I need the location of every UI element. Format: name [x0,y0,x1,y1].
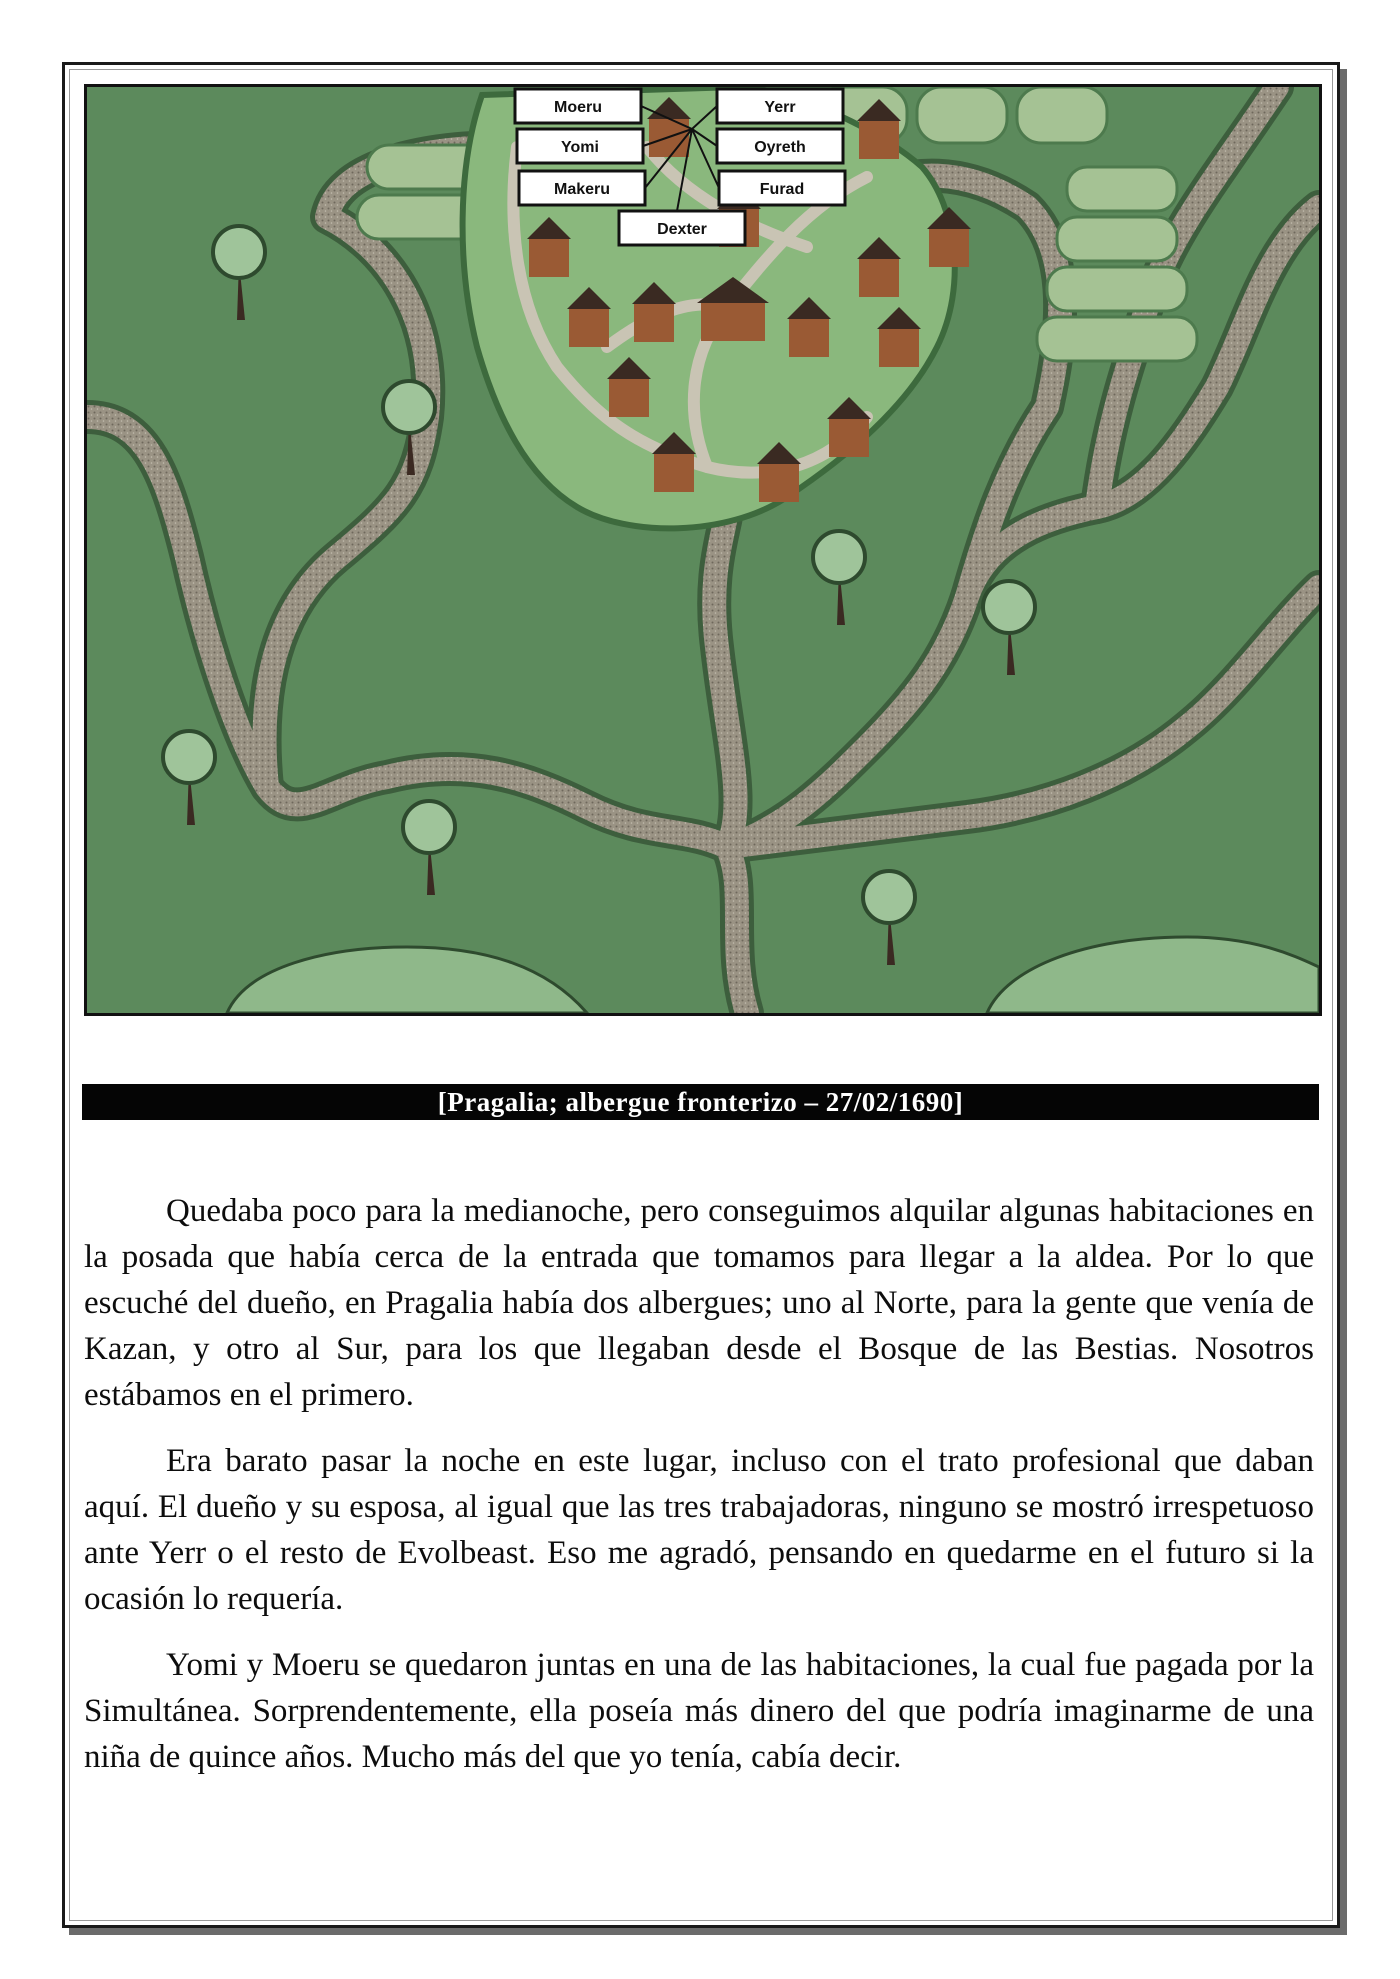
body-text [84,1188,1314,1800]
svg-text:Yerr: Yerr [764,99,796,116]
label-makeru [519,171,645,205]
paragraph: Era barato pasar la noche en este lugar, incluso con el trato profesional que daban aquí. El dueño y su esposa, al igual que las tres trabajadoras, ninguno se mostró irrespetuoso ante Yerr o el resto de Evolbeast. Eso me agradó, pensando en quedarme en el futuro si la ocasión lo requería. [84,1443,1314,1617]
svg-text:Moeru: Moeru [554,99,602,116]
svg-text:Oyreth: Oyreth [754,139,806,156]
label-oyreth [717,129,843,163]
village-map [84,84,1322,1016]
label-dexter [619,211,745,245]
village-map-svg [87,87,1319,1013]
label-yerr [717,89,843,123]
label-moeru [515,89,641,123]
svg-text:Yomi: Yomi [561,139,599,156]
chapter-caption: [Pragalia; albergue fronterizo – 27/02/1690] [82,1084,1319,1120]
paragraph: Quedaba poco para la medianoche, pero conseguimos alquilar algunas habitaciones en la posada que había cerca de la entrada que tomamos para llegar a la aldea. Por lo que escuché del dueño, en Pragalia había dos albergues; uno al Norte, para la gente que venía de Kazan, y otro al Sur, para los que llegaban desde el Bosque de las Bestias. Nosotros estábamos en el primero. [84,1193,1314,1413]
label-furad [719,171,845,205]
svg-text:Dexter: Dexter [657,221,707,238]
label-yomi [517,129,643,163]
svg-text:Makeru: Makeru [553,181,611,198]
svg-text:Furad: Furad [759,181,805,198]
paragraph: Yomi y Moeru se quedaron juntas en una de las habitaciones, la cual fue pagada por la Simultánea. Sorprendentemente, ella poseía más dinero del que podría imaginarme de una niña de quince años. Mucho más del que yo tenía, cabía decir. [84,1647,1314,1775]
